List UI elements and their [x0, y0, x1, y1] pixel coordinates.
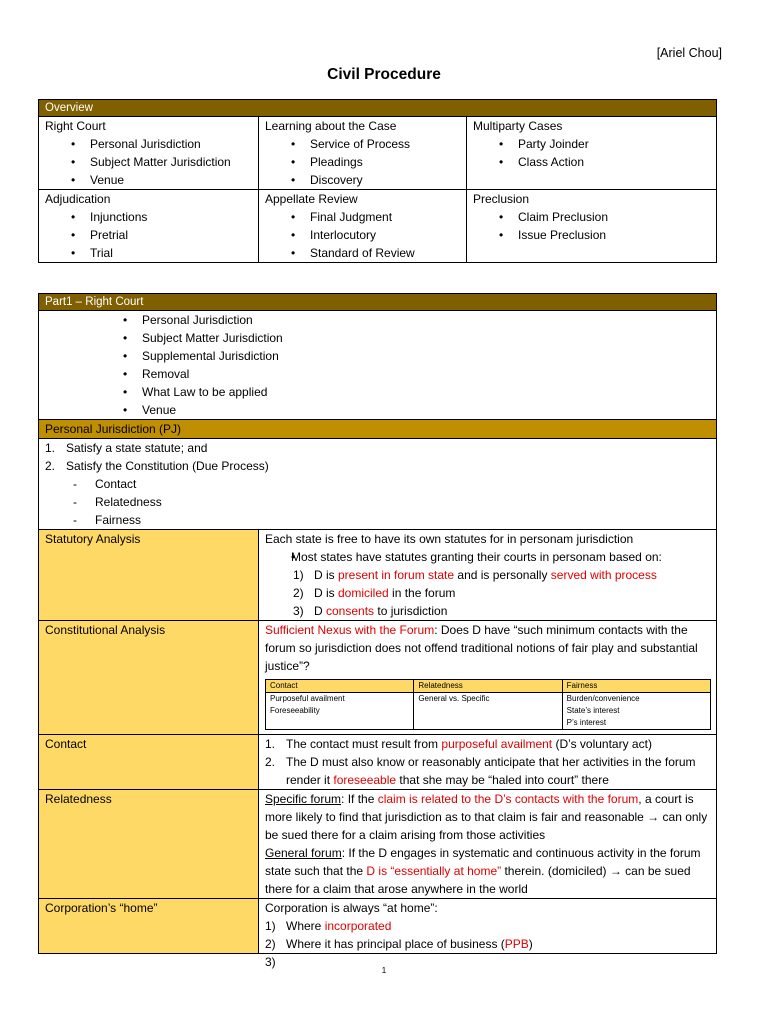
list-item: 1. The contact must result from purposeful availment (D’s voluntary act): [265, 737, 652, 751]
overview-cell: [39, 190, 259, 263]
list-item: • Subject Matter Jurisdiction: [45, 153, 252, 171]
corporation-content: Corporation is always “at home”: 1) Where incorporated 2) Where it has principal place of business (PPB) 3): [259, 899, 717, 954]
list-item: • Pleadings: [265, 153, 460, 171]
list-item: 2) Where it has principal place of business (PPB): [265, 937, 533, 951]
list-item: • Personal Jurisdiction: [45, 311, 710, 329]
list-item: - Fairness: [45, 511, 710, 529]
part1-table: [38, 293, 717, 969]
row-label: Corporation’s “home”: [39, 899, 259, 954]
part1-topics: [39, 311, 717, 420]
row-label: Relatedness: [39, 790, 259, 899]
pj-heading: Personal Jurisdiction (PJ): [39, 420, 717, 439]
list-item: • Issue Preclusion: [473, 226, 710, 244]
list-item: • Supplemental Jurisdiction: [45, 347, 710, 365]
mini-header: Contact: [266, 680, 414, 693]
list-item: • Claim Preclusion: [473, 208, 710, 226]
list-item: • Class Action: [473, 153, 710, 171]
document-title: Civil Procedure: [327, 66, 441, 83]
list-item: • Party Joinder: [473, 135, 710, 153]
overview-cell: [259, 117, 467, 190]
author-name: [Ariel Chou]: [656, 46, 722, 60]
list-item: 2. The D must also know or reasonably anticipate that her activities in the forum render it foreseeable that she may be “haled into court” there: [265, 755, 696, 787]
list-item: • Injunctions: [45, 208, 252, 226]
constitutional-content: Sufficient Nexus with the Forum: Does D have “such minimum contacts with the forum so jurisdiction does not offend traditional notions of fair play and substantial justice”? Contact Relatedness Fairness Purposeful availment Foreseeability General vs. Specific Burden/convenience State’s interest P’s interest: [259, 621, 717, 735]
list-item: • Discovery: [265, 171, 460, 189]
list-item: • Venue: [45, 401, 710, 419]
list-item: • Venue: [45, 171, 252, 189]
statutory-content: Each state is free to have its own statutes for in personam jurisdiction • Most states have statutes granting their courts in personam based on: 1) D is present in forum state and is personally served with process 2) D is domiciled in the forum 3) D consents to jurisdiction: [259, 530, 717, 621]
list-item: • Pretrial: [45, 226, 252, 244]
row-label: Statutory Analysis: [39, 530, 259, 621]
cell-title: Preclusion: [473, 192, 530, 206]
cell-title: Adjudication: [45, 192, 111, 206]
overview-table: [38, 99, 717, 263]
list-item: • Most states have statutes granting their courts in personam based on:: [265, 548, 710, 566]
overview-cell: [259, 190, 467, 263]
list-item: 2) D is domiciled in the forum: [293, 586, 456, 600]
list-item: - Contact: [45, 475, 710, 493]
list-item: • Standard of Review: [265, 244, 460, 262]
cell-title: Multiparty Cases: [473, 119, 563, 133]
page-number: 1: [381, 966, 387, 975]
list-item: • Trial: [45, 244, 252, 262]
mini-cell: Burden/convenience State’s interest P’s interest: [562, 693, 710, 730]
list-item: • Personal Jurisdiction: [45, 135, 252, 153]
cell-title: Appellate Review: [265, 192, 358, 206]
row-label: Constitutional Analysis: [39, 621, 259, 735]
list-item: • Interlocutory: [265, 226, 460, 244]
relatedness-content: Specific forum: If the claim is related to the D’s contacts with the forum, a court is more likely to find that jurisdiction as to that claim is fair and reasonable → can only be sued there for a claim arising from those activities General forum: If the D engages in systematic and continuous activity in the forum state such that the D is “essentially at home” therein. (domiciled) → can be sued there for a claim that arose anywhere in the world: [259, 790, 717, 899]
list-item: 1) D is present in forum state and is personally served with process: [293, 568, 657, 582]
mini-header: Fairness: [562, 680, 710, 693]
pj-steps: [39, 439, 717, 530]
part1-heading: Part1 – Right Court: [39, 294, 717, 311]
list-item: • Subject Matter Jurisdiction: [45, 329, 710, 347]
overview-cell: [39, 117, 259, 190]
overview-cell: [467, 190, 717, 263]
list-item: • Service of Process: [265, 135, 460, 153]
contact-content: [259, 735, 717, 790]
cell-title: Learning about the Case: [265, 119, 397, 133]
cell-title: Right Court: [45, 119, 106, 133]
overview-heading: Overview: [39, 100, 717, 117]
list-item: 1. Satisfy a state statute; and: [45, 441, 208, 455]
mini-cell: General vs. Specific: [414, 693, 562, 730]
list-item: • Final Judgment: [265, 208, 460, 226]
mini-header: Relatedness: [414, 680, 562, 693]
mini-cell: Purposeful availment Foreseeability: [266, 693, 414, 730]
list-item: 3) D consents to jurisdiction: [293, 604, 448, 618]
list-item: 1) Where incorporated: [265, 919, 392, 933]
factors-mini-table: [265, 679, 711, 730]
row-label: Contact: [39, 735, 259, 790]
list-item: • What Law to be applied: [45, 383, 710, 401]
overview-cell: [467, 117, 717, 190]
list-item: • Removal: [45, 365, 710, 383]
list-item: 2. Satisfy the Constitution (Due Process): [45, 459, 269, 473]
list-item: - Relatedness: [45, 493, 710, 511]
